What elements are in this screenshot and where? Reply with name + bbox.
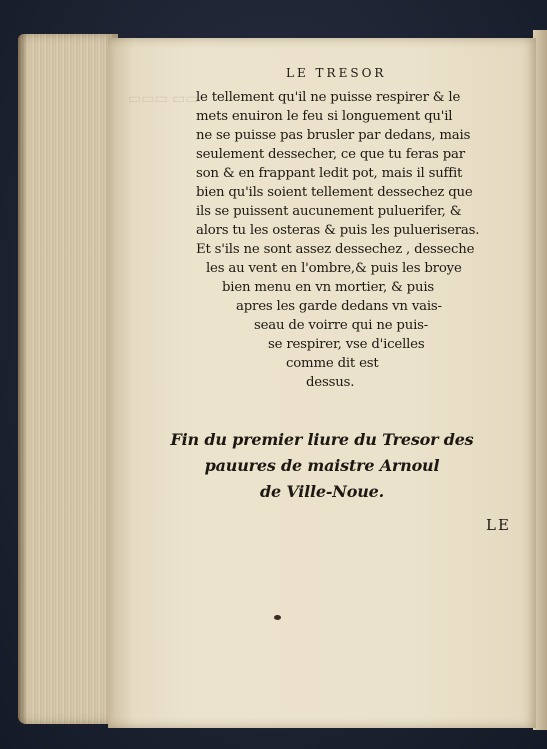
body-line: ils se puissent aucunement puluerifer, & bbox=[196, 204, 462, 219]
body-line: son & en frappant ledit pot, mais il suffit bbox=[196, 166, 463, 181]
page-stack-edge bbox=[18, 34, 118, 724]
show-through-marks: ▭▭▭ ▭▭ bbox=[128, 91, 199, 107]
running-head: LE TRESOR bbox=[286, 66, 387, 80]
body-line: seulement dessecher, ce que tu feras par bbox=[196, 147, 465, 162]
body-line: apres les garde dedans vn vais- bbox=[236, 299, 442, 314]
body-line: alors tu les osteras & puis les pulueriseras. bbox=[196, 223, 480, 238]
body-line: le tellement qu'il ne puisse respirer & le bbox=[196, 90, 461, 105]
body-line: ne se puisse pas brusler par dedans, mais bbox=[196, 128, 471, 143]
body-line: comme dit est bbox=[286, 356, 379, 371]
book-page bbox=[108, 38, 536, 728]
body-line: Et s'ils ne sont assez dessechez , desseche bbox=[196, 242, 475, 257]
body-line: bien menu en vn mortier, & puis bbox=[222, 280, 435, 295]
body-line: se respirer, vse d'icelles bbox=[268, 337, 425, 352]
body-line: seau de voirre qui ne puis- bbox=[254, 318, 429, 333]
ink-mark bbox=[274, 615, 281, 620]
colophon-line: pauures de maistre Arnoul bbox=[204, 456, 440, 475]
body-line: mets enuiron le feu si longuement qu'il bbox=[196, 109, 453, 124]
body-line: dessus. bbox=[306, 375, 355, 390]
catchword: LE bbox=[486, 516, 511, 534]
body-line: bien qu'ils soient tellement dessechez que bbox=[196, 185, 473, 200]
colophon-line: Fin du premier liure du Tresor des bbox=[170, 430, 474, 449]
body-line: les au vent en l'ombre,& puis les broye bbox=[206, 261, 462, 276]
colophon-line: de Ville-Noue. bbox=[259, 482, 384, 501]
